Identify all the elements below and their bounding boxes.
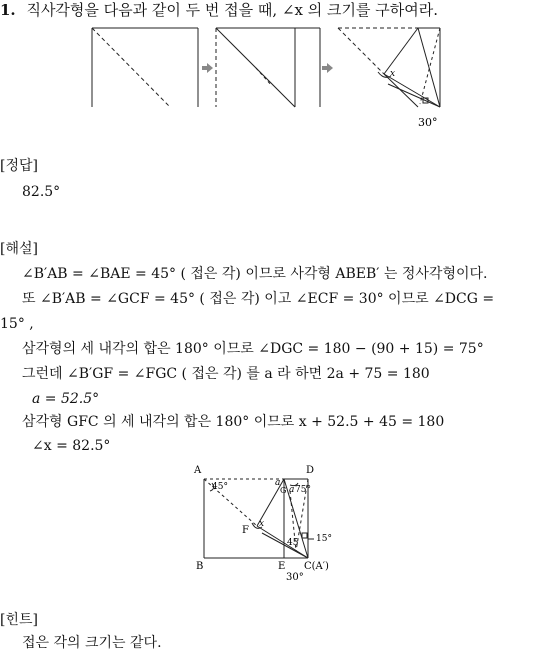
solution-line-7: 삼각형 GFC 의 세 내각의 합은 180° 이므로 x + 52.5 + 45 = 180 bbox=[22, 414, 445, 430]
solution-figure bbox=[192, 461, 342, 586]
hint-text: 접은 각의 크기는 같다. bbox=[22, 635, 162, 651]
solution-line-1: ∠B′AB = ∠BAE = 45° ( 접은 각) 이므로 사각형 ABEB′ 는 정사각형이다. bbox=[22, 266, 488, 282]
vertex-label-f: F bbox=[242, 525, 249, 536]
vertex-label-d: D bbox=[306, 465, 315, 476]
solution-line-4: 삼각형의 세 내각의 합은 180° 이므로 ∠DGC = 180 − (90 + 15) = 75° bbox=[22, 341, 484, 357]
angle-label-a2: a bbox=[289, 485, 295, 495]
vertex-label-a: A bbox=[194, 465, 202, 476]
solution-line-2: 또 ∠B′AB = ∠GCF = 45° ( 접은 각) 이고 ∠ECF = 30° 이므로 ∠DCG = bbox=[22, 291, 495, 307]
fold-panel-2 bbox=[216, 28, 320, 107]
solution-header: [해설] bbox=[0, 241, 38, 257]
angle-30-label: 30° bbox=[418, 116, 438, 129]
vertex-label-c: C(A′) bbox=[304, 561, 329, 572]
answer-value: 82.5° bbox=[22, 184, 61, 200]
problem-number: 1. bbox=[0, 1, 16, 19]
problem-text: 직사각형을 다음과 같이 두 번 접을 때, ∠x 의 크기를 구하여라. bbox=[26, 1, 438, 19]
vertex-label-e: E bbox=[278, 561, 286, 572]
vertex-label-g: G bbox=[280, 486, 287, 495]
arrow-right-icon bbox=[202, 63, 213, 73]
solution-line-6: a = 52.5° bbox=[32, 391, 100, 407]
fold-panel-1 bbox=[92, 28, 198, 107]
angle-x-label: x bbox=[390, 69, 396, 79]
folding-steps-figure bbox=[88, 24, 448, 130]
vertex-label-b: B bbox=[196, 561, 204, 572]
angle-label-30: 30° bbox=[286, 572, 304, 583]
problem-statement bbox=[0, 1, 438, 19]
angle-label-x: x bbox=[259, 519, 265, 529]
hint-header: [힌트] bbox=[0, 612, 38, 628]
arrow-right-icon bbox=[322, 63, 333, 73]
angle-label-75: 75° bbox=[295, 485, 311, 495]
angle-label-45-low: 45 bbox=[287, 538, 299, 548]
angle-label-a1: a bbox=[275, 478, 281, 488]
answer-header: [정답] bbox=[0, 158, 38, 174]
solution-line-3: 15° , bbox=[0, 316, 34, 332]
angle-label-45-top: 45° bbox=[212, 482, 228, 492]
solution-line-8: ∠x = 82.5° bbox=[32, 438, 111, 454]
solution-line-5: 그런데 ∠B′GF = ∠FGC ( 접은 각) 를 a 라 하면 2a + 75 = 180 bbox=[22, 366, 430, 382]
fold-panel-3 bbox=[338, 28, 440, 107]
angle-label-15: 15° bbox=[316, 534, 332, 544]
